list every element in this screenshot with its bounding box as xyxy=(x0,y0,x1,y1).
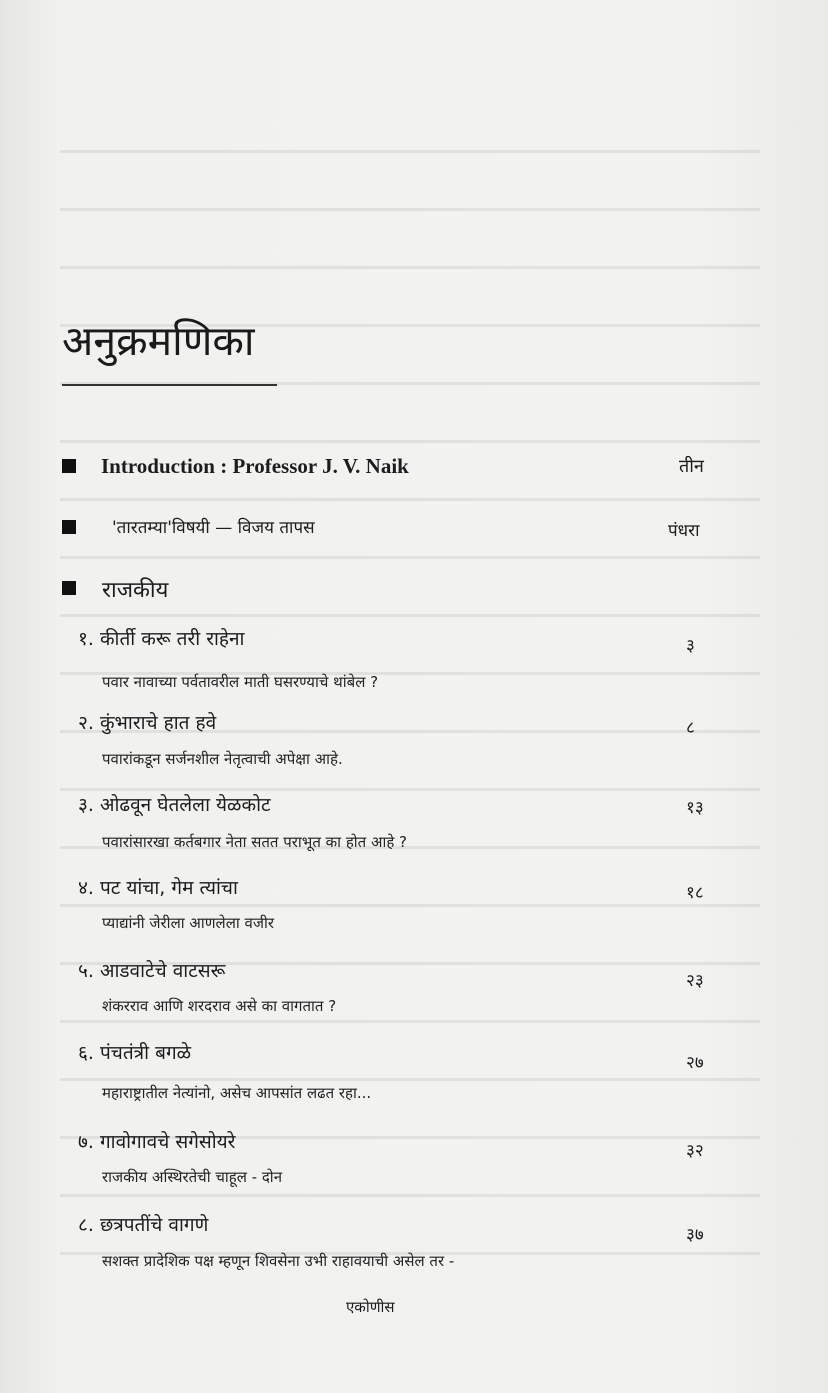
toc-entry-subtitle: पवारांकडून सर्जनशील नेतृत्वाची अपेक्षा आहे. xyxy=(102,750,343,768)
toc-entry-page: २७ xyxy=(686,1053,704,1073)
title-underline xyxy=(62,384,277,386)
toc-entry-subtitle: पवार नावाच्या पर्वतावरील माती घसरण्याचे थांबेल ? xyxy=(102,673,379,691)
bullet-icon xyxy=(62,459,76,473)
toc-entry-page: १८ xyxy=(686,883,704,903)
introduction-page: तीन xyxy=(679,456,704,477)
toc-entry-page: ३२ xyxy=(686,1141,704,1161)
toc-entry-title: ४. पट यांचा, गेम त्यांचा xyxy=(78,877,238,899)
toc-entry-subtitle: सशक्त प्रादेशिक पक्ष म्हणून शिवसेना उभी राहावयाची असेल तर - xyxy=(102,1252,455,1270)
toc-entry-title: ३. ओढवून घेतलेला येळकोट xyxy=(78,794,271,816)
toc-entry-page: ८ xyxy=(686,718,695,738)
toc-entry-title: ५. आडवाटेचे वाटसरू xyxy=(78,960,226,982)
toc-entry-title: ७. गावोगावचे सगेसोयरे xyxy=(78,1131,236,1153)
toc-entry-title: १. कीर्ती करू तरी राहेना xyxy=(78,628,245,650)
toc-entry-title: २. कुंभाराचे हात हवे xyxy=(78,712,217,734)
bullet-icon xyxy=(62,520,76,534)
page-number-footer: एकोणीस xyxy=(346,1298,395,1316)
introduction-label: Introduction : Professor J. V. Naik xyxy=(101,454,409,478)
section-heading: राजकीय xyxy=(102,578,169,603)
toc-entry-page: ३७ xyxy=(686,1225,704,1245)
toc-entry-page: २३ xyxy=(686,971,704,991)
toc-entry-subtitle: महाराष्ट्रातील नेत्यांनो, असेच आपसांत लढत रहा... xyxy=(102,1084,372,1102)
about-page: पंधरा xyxy=(668,521,700,541)
toc-entry-subtitle: शंकरराव आणि शरदराव असे का वागतात ? xyxy=(102,997,337,1015)
toc-entry-title: ६. पंचतंत्री बगळे xyxy=(78,1042,192,1064)
toc-entry-title: ८. छत्रपतींचे वागणे xyxy=(78,1214,209,1236)
about-label: 'तारतम्या'विषयी — विजय तापस xyxy=(112,518,315,538)
toc-entry-subtitle: राजकीय अस्थिरतेची चाहूल - दोन xyxy=(102,1168,283,1186)
toc-entry-page: १३ xyxy=(686,798,704,818)
toc-entry-subtitle: पवारांसारखा कर्तबगार नेता सतत पराभूत का होत आहे ? xyxy=(102,833,408,851)
bullet-icon xyxy=(62,581,76,595)
toc-entry-subtitle: प्याद्यांनी जेरीला आणलेला वजीर xyxy=(102,914,275,932)
page-title: अनुक्रमणिका xyxy=(62,317,255,365)
toc-entry-page: ३ xyxy=(686,636,695,656)
